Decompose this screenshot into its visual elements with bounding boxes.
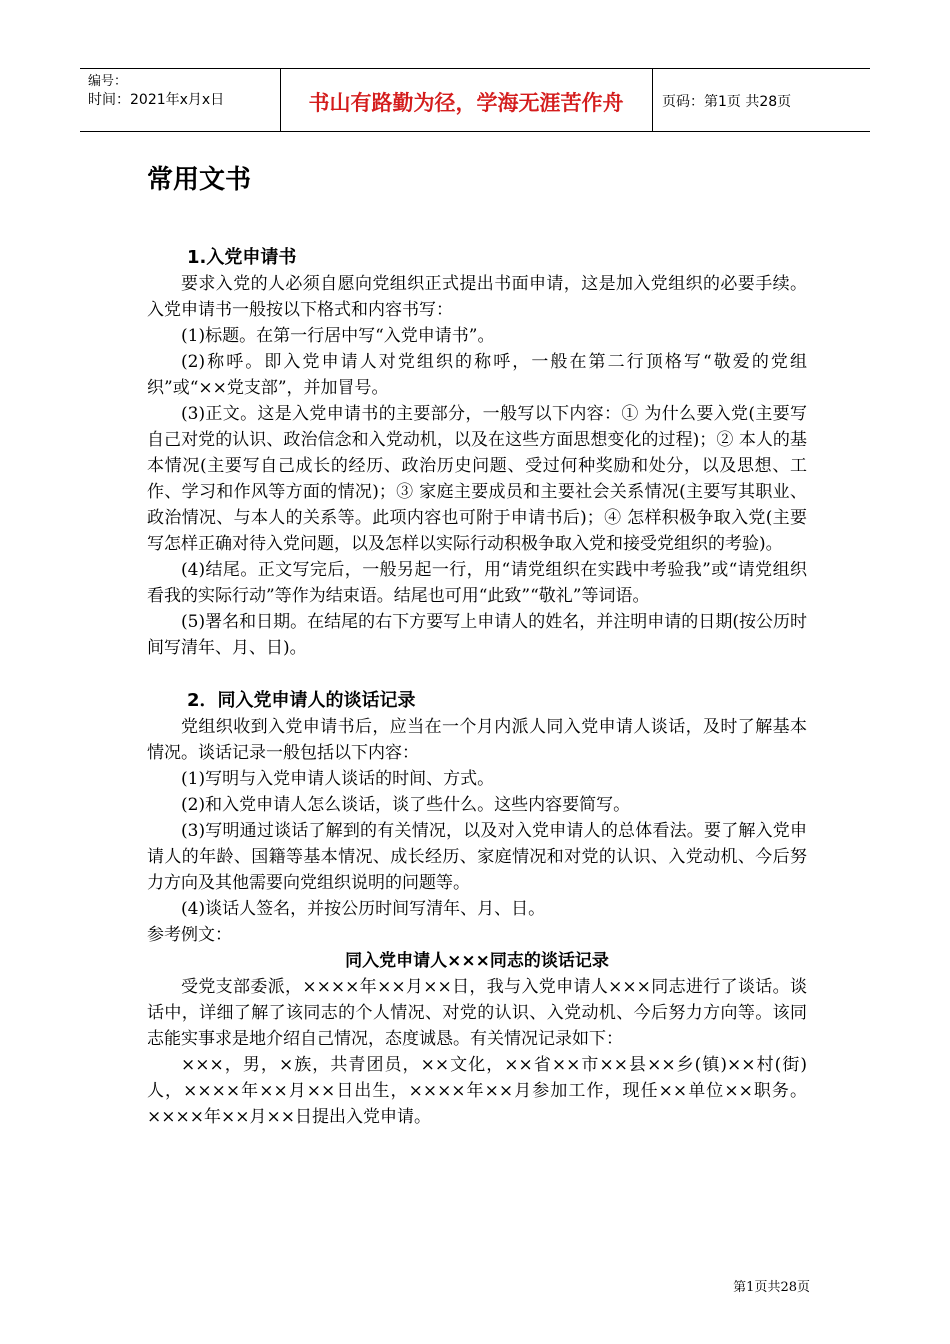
header-left-cell	[80, 69, 281, 131]
paragraph: (4)结尾。正文写完后，一般另起一行，用“请党组织在实践中考验我”或“请党组织看我的实际行动”等作为结束语。结尾也可用“此致”“敬礼”等词语。	[147, 560, 807, 606]
paragraph: (3)写明通过谈话了解到的有关情况，以及对入党申请人的总体看法。要了解入党申请人的年龄、国籍等基本情况、成长经历、家庭情况和对党的认识、入党动机、今后努力方向及其他需要向党组织说明的问题等。	[147, 821, 807, 893]
paragraph: (1)标题。在第一行居中写“入党申请书”。	[181, 326, 495, 346]
section-1-heading: 1.入党申请书	[187, 247, 297, 268]
paragraph: (4)谈话人签名，并按公历时间写清年、月、日。	[181, 899, 546, 919]
document-title: 常用文书	[147, 165, 252, 195]
paragraph: (5)署名和日期。在结尾的右下方要写上申请人的姓名，并注明申请的日期(按公历时间写清年、月、日)。	[147, 612, 807, 658]
header-motto-cell	[280, 69, 653, 131]
paragraph: (2)和入党申请人怎么谈话，谈了些什么。这些内容要简写。	[181, 795, 631, 815]
paragraph: 党组织收到入党申请书后，应当在一个月内派人同入党申请人谈话，及时了解基本情况。谈话记录一般包括以下内容：	[147, 717, 807, 763]
document-number-label: 编号：	[88, 74, 128, 89]
section-2-heading: 2．同入党申请人的谈话记录	[187, 690, 416, 711]
page-footer: 第1页共28页	[733, 1280, 810, 1295]
paragraph: 要求入党的人必须自愿向党组织正式提出书面申请，这是加入党组织的必要手续。入党申请书一般按以下格式和内容书写：	[147, 274, 807, 320]
header-motto: 书山有路勤为径，学海无涯苦作舟	[308, 91, 624, 115]
paragraph: (1)写明与入党申请人谈话的时间、方式。	[181, 769, 495, 789]
paragraph: 受党支部委派，××××年××月××日，我与入党申请人×××同志进行了谈话。谈话中，详细了解了该同志的个人情况、对党的认识、入党动机、今后努力方向等。该同志能实事求是地介绍自己情况，态度诚恳。有关情况记录如下：	[147, 977, 807, 1049]
header-right-cell	[652, 69, 870, 131]
example-label: 参考例文：	[147, 925, 232, 945]
example-title: 同入党申请人×××同志的谈话记录	[345, 951, 609, 971]
header-page-label: 页码：第1页 共28页	[662, 94, 792, 110]
section-spacer	[147, 661, 807, 687]
document-body	[147, 160, 807, 1130]
paragraph: (3)正文。这是入党申请书的主要部分，一般写以下内容：① 为什么要入党(主要写自己对党的认识、政治信念和入党动机，以及在这些方面思想变化的过程)；② 本人的基本情况(主要写自己成长的经历、政治历史问题、受过何种奖励和处分，以及思想、工作、学习和作风等方面的情况)；③ 家庭主要成员和主要社会关系情况(主要写其职业、政治情况、与本人的关系等。此项内容也可附于申请书后)；④ 怎样积极争取入党(主要写怎样正确对待入党问题，以及怎样以实际行动积极争取入党和接受党组织的考验)。	[147, 404, 807, 554]
paragraph: ×××，男，×族，共青团员，××文化，××省××市××县××乡(镇)××村(街)人，××××年××月××日出生，××××年××月参加工作，现任××单位××职务。××××年××月××日提出入党申请。	[147, 1055, 807, 1127]
document-time-label: 时间：2021年x月x日	[88, 92, 225, 108]
page-header	[80, 68, 870, 132]
paragraph: (2)称呼。即入党申请人对党组织的称呼，一般在第二行顶格写“敬爱的党组织”或“××党支部”，并加冒号。	[147, 352, 807, 398]
